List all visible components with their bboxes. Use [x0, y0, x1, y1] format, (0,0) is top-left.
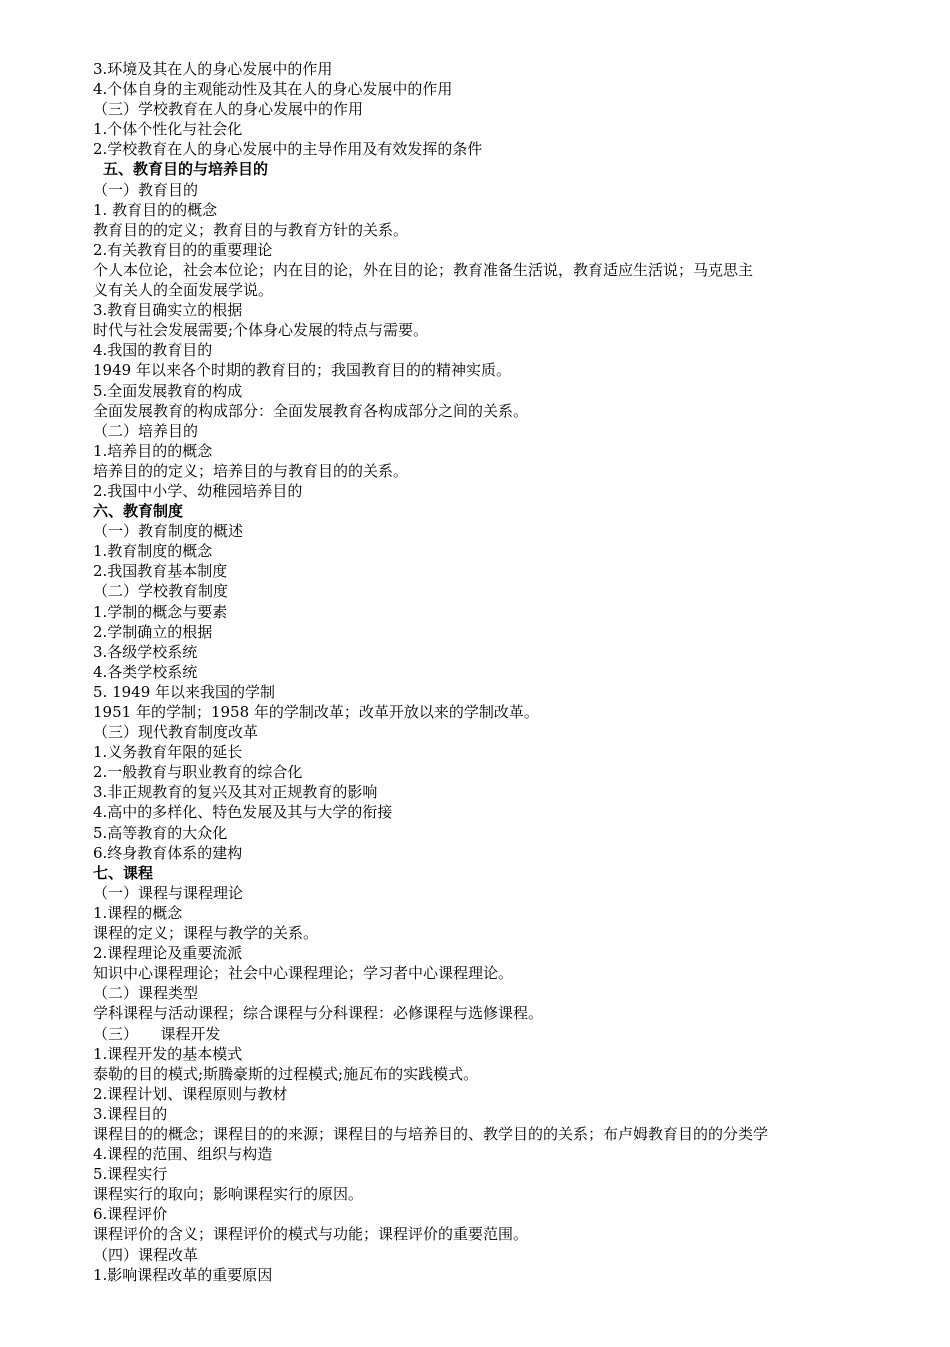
body-text: 时代与社会发展需要;个体身心发展的特点与需要。 [93, 321, 429, 340]
section-heading: 七、课程 [93, 863, 154, 882]
numbered-item: 4.课程的范围、组织与构造 [93, 1145, 273, 1164]
numbered-item: 3.课程目的 [93, 1104, 168, 1123]
subsection-heading: （二）课程类型 [93, 984, 199, 1003]
body-text: 课程实行的取向；影响课程实行的原因。 [93, 1185, 364, 1204]
body-text: 学科课程与活动课程；综合课程与分科课程：必修课程与选修课程。 [93, 1004, 544, 1023]
numbered-item: 2.有关教育目的的重要理论 [93, 240, 273, 259]
body-text: 个人本位论，社会本位论；内在目的论，外在目的论；教育准备生活说，教育适应生活说；马克思主 [93, 260, 754, 279]
numbered-item: 6.终身教育体系的建构 [93, 843, 243, 862]
body-text: 泰勒的目的模式;斯腾豪斯的过程模式;施瓦布的实践模式。 [93, 1064, 479, 1083]
numbered-item: 3.教育目确实立的根据 [93, 301, 243, 320]
numbered-item: 3.各级学校系统 [93, 642, 198, 661]
numbered-item: 5.高等教育的大众化 [93, 823, 228, 842]
body-text: 培养目的的定义；培养目的与教育目的的关系。 [93, 461, 409, 480]
numbered-item: 5.课程实行 [93, 1165, 168, 1184]
subsection-heading: （三）现代教育制度改革 [93, 723, 259, 742]
numbered-item: 2.课程计划、课程原则与教材 [93, 1084, 288, 1103]
numbered-item: 1.个体个性化与社会化 [93, 120, 243, 139]
numbered-item: 1.影响课程改革的重要原因 [93, 1265, 273, 1284]
numbered-item: 2.学制确立的根据 [93, 622, 213, 641]
numbered-item: 3.非正规教育的复兴及其对正规教育的影响 [93, 783, 378, 802]
subsection-heading: （二）学校教育制度 [93, 582, 229, 601]
numbered-item: 1.教育制度的概念 [93, 542, 213, 561]
document-body [0, 59, 950, 1285]
body-text: 课程的定义；课程与教学的关系。 [93, 924, 319, 943]
numbered-item: 5. 1949 年以来我国的学制 [93, 682, 276, 701]
section-heading: 六、教育制度 [93, 502, 184, 521]
body-text: 全面发展教育的构成部分：全面发展教育各构成部分之间的关系。 [93, 401, 529, 420]
numbered-item: 1. 教育目的的概念 [93, 200, 218, 219]
section-heading: 五、教育目的与培养目的 [103, 160, 269, 179]
numbered-item: 5.全面发展教育的构成 [93, 381, 243, 400]
numbered-item: 2.我国中小学、幼稚园培养目的 [93, 481, 303, 500]
numbered-item: 1.义务教育年限的延长 [93, 743, 243, 762]
numbered-item: 2.我国教育基本制度 [93, 562, 228, 581]
numbered-item: 2.课程理论及重要流派 [93, 944, 243, 963]
numbered-item: 4.各类学校系统 [93, 662, 198, 681]
numbered-item: 2.一般教育与职业教育的综合化 [93, 763, 303, 782]
numbered-item: 4.个体自身的主观能动性及其在人的身心发展中的作用 [93, 80, 453, 99]
numbered-item: 1.学制的概念与要素 [93, 602, 228, 621]
body-text: 1949 年以来各个时期的教育目的；我国教育目的的精神实质。 [93, 361, 511, 380]
numbered-item: 1.培养目的的概念 [93, 441, 213, 460]
subsection-heading: （四）课程改革 [93, 1245, 199, 1264]
numbered-item: 4.我国的教育目的 [93, 341, 213, 360]
numbered-item: 6.课程评价 [93, 1205, 168, 1224]
body-text: 知识中心课程理论；社会中心课程理论；学习者中心课程理论。 [93, 964, 514, 983]
body-text: 课程评价的含义；课程评价的模式与功能；课程评价的重要范围。 [93, 1225, 529, 1244]
numbered-item: 1.课程开发的基本模式 [93, 1044, 243, 1063]
body-text: 1951 年的学制；1958 年的学制改革；改革开放以来的学制改革。 [93, 703, 539, 721]
subsection-heading: （二）培养目的 [93, 421, 199, 440]
subsection-heading: （三）学校教育在人的身心发展中的作用 [93, 100, 364, 119]
numbered-item: 2.学校教育在人的身心发展中的主导作用及有效发挥的条件 [93, 140, 483, 159]
subsection-heading: （一）教育制度的概述 [93, 522, 244, 541]
subsection-heading: （一）教育目的 [93, 180, 199, 199]
body-text: 教育目的的定义；教育目的与教育方针的关系。 [93, 220, 409, 239]
body-text: 课程目的的概念；课程目的的来源；课程目的与培养目的、教学目的的关系；布卢姆教育目的的分类学 [93, 1124, 769, 1143]
numbered-item: 1.课程的概念 [93, 903, 183, 922]
subsection-heading: （三） 课程开发 [93, 1024, 221, 1043]
numbered-item: 4.高中的多样化、特色发展及其与大学的衔接 [93, 803, 393, 822]
body-text-continuation: 义有关人的全面发展学说。 [93, 281, 274, 300]
subsection-heading: （一）课程与课程理论 [93, 883, 244, 902]
numbered-item: 3.环境及其在人的身心发展中的作用 [93, 60, 333, 78]
